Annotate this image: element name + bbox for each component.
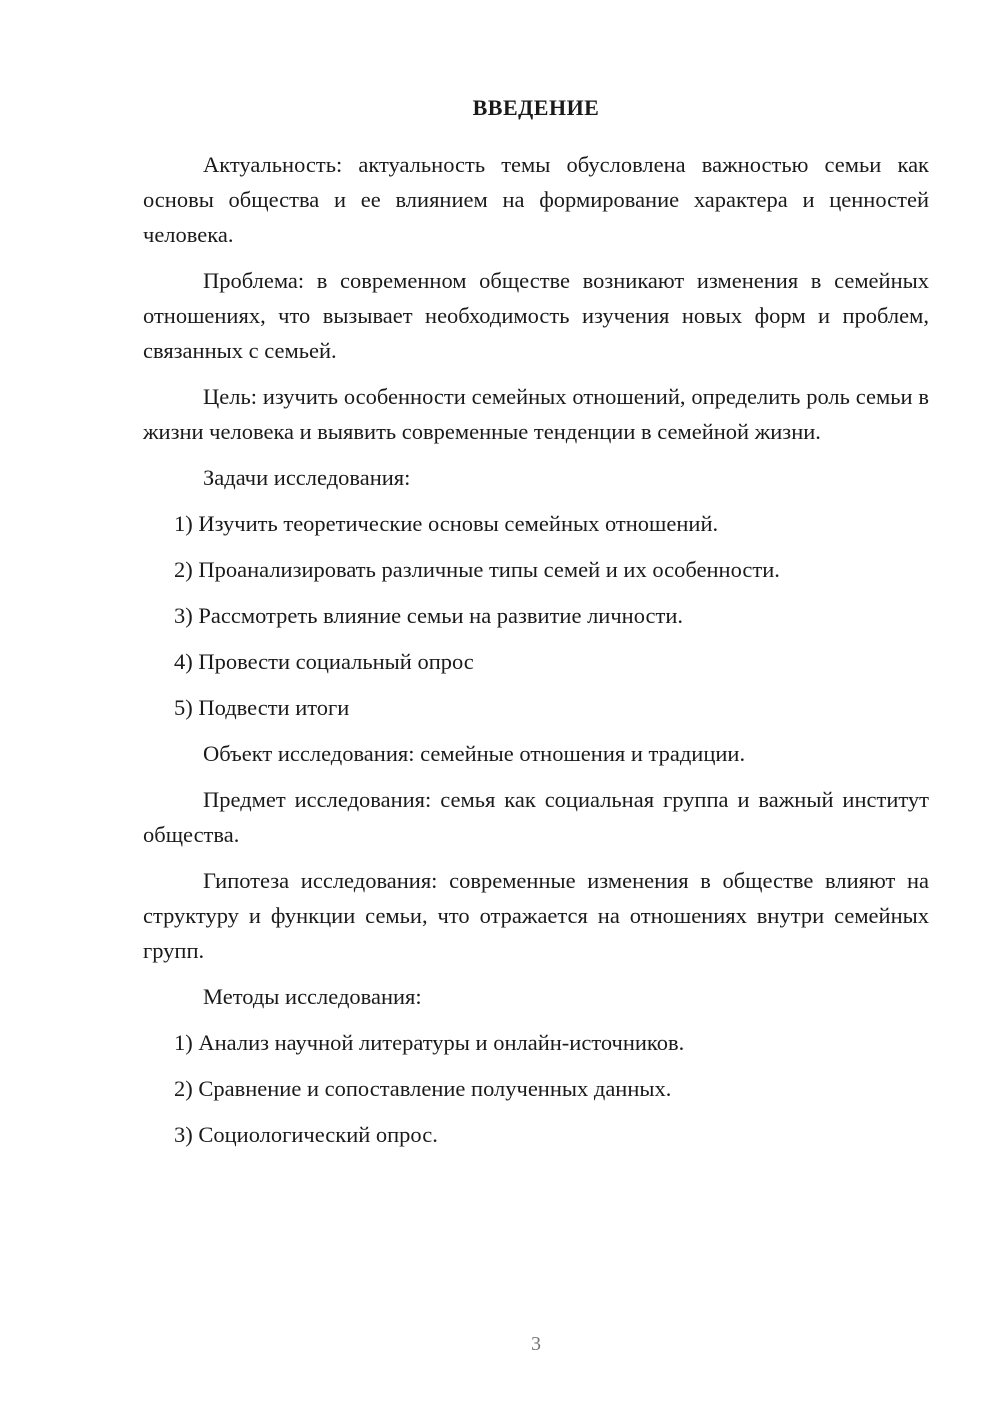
list-item: 3) Социологический опрос. <box>174 1122 438 1147</box>
object-paragraph: Объект исследования: семейные отношения и традиции. <box>203 741 746 766</box>
list-item: 1) Анализ научной литературы и онлайн-источников. <box>174 1030 685 1055</box>
list-item: 5) Подвести итоги <box>174 695 350 720</box>
goal-paragraph: Цель: изучить особенности семейных отношений, определить роль семьи в жизни человека и выявить современные тенденции в семейной жизни. <box>143 384 929 444</box>
relevance-paragraph: Актуальность: актуальность темы обусловлена важностью семьи как основы общества и ее влиянием на формирование характера и ценностей человека. <box>143 152 929 247</box>
methods-list <box>143 1025 929 1152</box>
problem-paragraph: Проблема: в современном обществе возникают изменения в семейных отношениях, что вызывает необходимость изучения новых форм и проблем, связанных с семьей. <box>143 268 929 363</box>
document-page <box>143 93 929 1163</box>
methods-heading: Методы исследования: <box>203 984 422 1009</box>
tasks-list <box>143 506 929 725</box>
list-item: 1) Изучить теоретические основы семейных отношений. <box>174 511 719 536</box>
hypothesis-paragraph: Гипотеза исследования: современные изменения в обществе влияют на структуру и функции семьи, что отражается на отношениях внутри семейных групп. <box>143 868 929 963</box>
list-item: 2) Сравнение и сопоставление полученных данных. <box>174 1076 672 1101</box>
subject-paragraph: Предмет исследования: семья как социальная группа и важный институт общества. <box>143 787 929 847</box>
tasks-heading: Задачи исследования: <box>203 465 411 490</box>
list-item: 2) Проанализировать различные типы семей и их особенности. <box>174 557 780 582</box>
page-number: 3 <box>531 1333 541 1355</box>
page-title: ВВЕДЕНИЕ <box>472 95 600 120</box>
list-item: 4) Провести социальный опрос <box>174 649 474 674</box>
list-item: 3) Рассмотреть влияние семьи на развитие личности. <box>174 603 683 628</box>
